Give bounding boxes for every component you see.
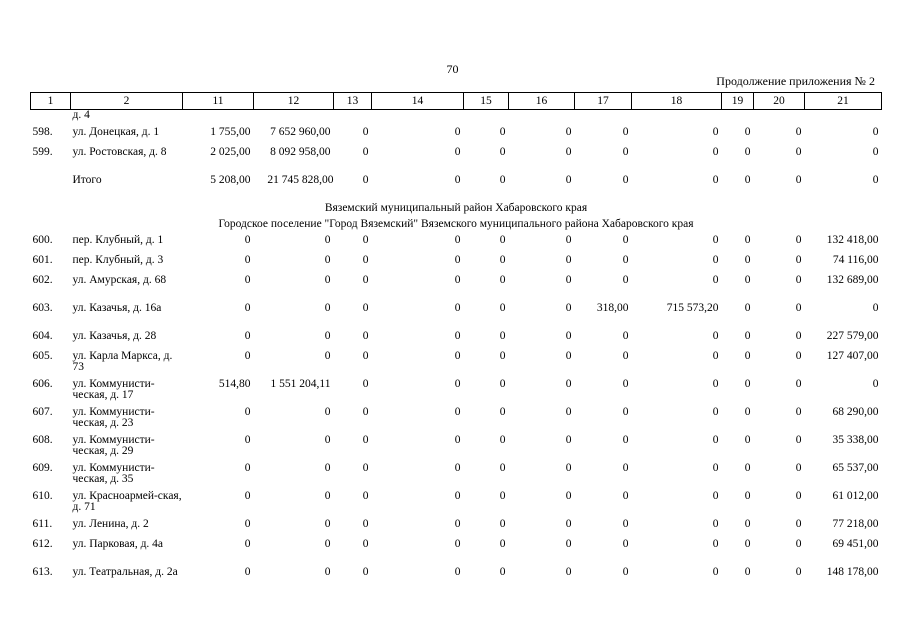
cell-c13: 0 (362, 254, 369, 266)
cell-c21: 74 116,00 (832, 254, 879, 266)
cell-c20: 0 (795, 174, 802, 186)
cell-c19: 0 (744, 350, 751, 362)
cell-c16: 0 (565, 538, 572, 550)
cell-c12: 0 (324, 518, 331, 530)
cell-c13: 0 (362, 378, 369, 390)
cell-c14: 0 (454, 406, 461, 418)
table-row (31, 172, 882, 200)
cell-c17: 0 (622, 538, 629, 550)
cell-c20: 0 (795, 378, 802, 390)
cell-c11: 514,80 (218, 378, 251, 390)
cell-c18: 0 (712, 518, 719, 530)
cell-c14: 0 (454, 462, 461, 474)
table-row (31, 144, 882, 172)
cell-c14: 0 (454, 254, 461, 266)
cell-c21: 0 (872, 302, 879, 314)
cell-c13: 0 (362, 146, 369, 158)
cell-c11: 0 (244, 434, 251, 446)
cell-c19: 0 (744, 274, 751, 286)
cell-c13: 0 (362, 538, 369, 550)
row-address: ул. Театральная, д. 2а (72, 566, 178, 578)
column-header: 2 (71, 93, 183, 110)
cell-c17: 0 (622, 234, 629, 246)
cell-c20: 0 (795, 302, 802, 314)
cell-c13: 0 (362, 462, 369, 474)
cell-c16: 0 (565, 330, 572, 342)
cell-c18: 0 (712, 146, 719, 158)
table-row (31, 460, 882, 488)
table-row (31, 516, 882, 536)
column-header: 11 (183, 93, 254, 110)
row-number: 605. (32, 350, 53, 362)
cell-c21: 61 012,00 (832, 490, 879, 502)
table-row (31, 272, 882, 300)
table-row (31, 300, 882, 328)
cell-c20: 0 (795, 538, 802, 550)
cell-c21: 132 689,00 (826, 274, 879, 286)
cell-c20: 0 (795, 490, 802, 502)
row-address: ул. Ленина, д. 2 (72, 518, 149, 530)
cell-c11: 0 (244, 406, 251, 418)
cell-c14: 0 (454, 330, 461, 342)
row-address: ул. Коммунисти-ческая, д. 35 (72, 462, 155, 485)
cell-c19: 0 (744, 406, 751, 418)
cell-c17: 0 (622, 406, 629, 418)
cell-c16: 0 (565, 302, 572, 314)
cell-c13: 0 (362, 490, 369, 502)
cell-c16: 0 (565, 126, 572, 138)
cell-c11: 0 (244, 254, 251, 266)
row-number: 607. (32, 406, 53, 418)
cell-c12: 8 092 958,00 (270, 146, 331, 158)
cell-c20: 0 (795, 434, 802, 446)
cell-c12: 0 (324, 406, 331, 418)
appendix-continuation-label: Продолжение приложения № 2 (716, 74, 875, 88)
cell-c14: 0 (454, 146, 461, 158)
cell-c13: 0 (362, 330, 369, 342)
data-table (30, 92, 882, 592)
cell-c18: 0 (712, 350, 719, 362)
table-row (31, 232, 882, 252)
cell-c18: 0 (712, 538, 719, 550)
cell-c17: 0 (622, 490, 629, 502)
row-number: 611. (32, 518, 53, 530)
cell-c14: 0 (454, 126, 461, 138)
cell-c18: 0 (712, 490, 719, 502)
cell-c13: 0 (362, 518, 369, 530)
row-number: 604. (32, 330, 53, 342)
cell-c19: 0 (744, 518, 751, 530)
cell-c21: 69 451,00 (832, 538, 879, 550)
cell-c17: 0 (622, 126, 629, 138)
cell-c13: 0 (362, 566, 369, 578)
cell-c17: 0 (622, 462, 629, 474)
page-number: 70 (446, 62, 459, 76)
row-number: 599. (32, 146, 53, 158)
table-row (31, 488, 882, 516)
table-row (31, 564, 882, 592)
cell-c15: 0 (499, 330, 506, 342)
cell-c14: 0 (454, 566, 461, 578)
cell-c19: 0 (744, 254, 751, 266)
settlement-title-text: Городское поселение "Город Вяземский" Вяземского муниципального района Хабаровского края (218, 218, 694, 230)
column-header: 14 (372, 93, 464, 110)
cell-c12: 0 (324, 566, 331, 578)
cell-c15: 0 (499, 378, 506, 390)
row-number: 598. (32, 126, 53, 138)
cell-c18: 0 (712, 330, 719, 342)
cell-c15: 0 (499, 174, 506, 186)
cell-c21: 0 (872, 146, 879, 158)
row-address: ул. Коммунисти-ческая, д. 23 (72, 406, 155, 429)
cell-c12: 0 (324, 302, 331, 314)
cell-c15: 0 (499, 462, 506, 474)
cell-c21: 65 537,00 (832, 462, 879, 474)
cell-c21: 227 579,00 (826, 330, 879, 342)
cell-c21: 0 (872, 126, 879, 138)
cell-c19: 0 (744, 538, 751, 550)
cell-c13: 0 (362, 274, 369, 286)
cell-c12: 0 (324, 350, 331, 362)
cell-c20: 0 (795, 518, 802, 530)
cell-c14: 0 (454, 378, 461, 390)
cell-c20: 0 (795, 566, 802, 578)
cell-c18: 0 (712, 174, 719, 186)
cell-c12: 21 745 828,00 (267, 174, 334, 186)
row-address: ул. Казачья, д. 16а (72, 302, 162, 314)
row-number: 613. (32, 566, 53, 578)
cell-c14: 0 (454, 274, 461, 286)
cell-c11: 5 208,00 (210, 174, 251, 186)
cell-c11: 0 (244, 234, 251, 246)
cell-c11: 0 (244, 538, 251, 550)
cell-c11: 0 (244, 518, 251, 530)
row-number: 612. (32, 538, 53, 550)
cell-c16: 0 (565, 406, 572, 418)
cell-c18: 715 573,20 (666, 302, 719, 314)
district-title-text: Вяземский муниципальный район Хабаровского края (324, 202, 588, 214)
cell-c16: 0 (565, 350, 572, 362)
empty-cell (31, 110, 71, 125)
cell-c20: 0 (795, 274, 802, 286)
cell-c15: 0 (499, 146, 506, 158)
cell-c11: 0 (244, 330, 251, 342)
cell-c15: 0 (499, 126, 506, 138)
cell-c16: 0 (565, 234, 572, 246)
cell-c12: 7 652 960,00 (270, 126, 331, 138)
row-address: пер. Клубный, д. 3 (72, 254, 164, 266)
column-header: 20 (754, 93, 805, 110)
row-number: 603. (32, 302, 53, 314)
cell-c15: 0 (499, 274, 506, 286)
cell-c13: 0 (362, 126, 369, 138)
cell-c15: 0 (499, 566, 506, 578)
row-number: 610. (32, 490, 53, 502)
cell-c19: 0 (744, 330, 751, 342)
cell-c17: 0 (622, 518, 629, 530)
cell-c18: 0 (712, 434, 719, 446)
cell-c19: 0 (744, 126, 751, 138)
column-header: 18 (632, 93, 722, 110)
cell-c12: 0 (324, 490, 331, 502)
row-address: ул. Ростовская, д. 8 (72, 146, 167, 158)
cell-c13: 0 (362, 302, 369, 314)
cell-c15: 0 (499, 302, 506, 314)
cell-c14: 0 (454, 302, 461, 314)
cell-c14: 0 (454, 434, 461, 446)
cell-c12: 0 (324, 274, 331, 286)
settlement-title (31, 216, 882, 232)
cell-c17: 0 (622, 254, 629, 266)
cell-c19: 0 (744, 302, 751, 314)
header-row (31, 93, 882, 110)
cell-c18: 0 (712, 406, 719, 418)
continued-address: д. 4 (72, 109, 90, 121)
cell-c21: 68 290,00 (832, 406, 879, 418)
cell-c13: 0 (362, 406, 369, 418)
cell-c16: 0 (565, 518, 572, 530)
row-address: ул. Парковая, д. 4а (72, 538, 164, 550)
row-address: ул. Коммунисти-ческая, д. 29 (72, 434, 155, 457)
cell-c14: 0 (454, 174, 461, 186)
row-number: 600. (32, 234, 53, 246)
cell-c21: 0 (872, 174, 879, 186)
column-header: 15 (464, 93, 509, 110)
cell-c20: 0 (795, 462, 802, 474)
cell-c21: 0 (872, 378, 879, 390)
district-title (31, 200, 882, 216)
cell-c20: 0 (795, 146, 802, 158)
cell-c16: 0 (565, 146, 572, 158)
column-header: 12 (254, 93, 334, 110)
cell-c18: 0 (712, 234, 719, 246)
row-address: ул. Красноармей-ская, д. 71 (72, 490, 182, 513)
cell-c11: 0 (244, 490, 251, 502)
cell-c15: 0 (499, 538, 506, 550)
column-header: 17 (575, 93, 632, 110)
cell-c19: 0 (744, 234, 751, 246)
cell-c18: 0 (712, 254, 719, 266)
cell-c17: 0 (622, 350, 629, 362)
cell-c18: 0 (712, 566, 719, 578)
cell-c20: 0 (795, 350, 802, 362)
cell-c14: 0 (454, 234, 461, 246)
cell-c18: 0 (712, 378, 719, 390)
column-header: 16 (509, 93, 575, 110)
cell-c15: 0 (499, 406, 506, 418)
cell-c11: 1 755,00 (210, 126, 251, 138)
cell-c14: 0 (454, 518, 461, 530)
cell-c21: 132 418,00 (826, 234, 879, 246)
column-header: 19 (722, 93, 754, 110)
cell-c11: 0 (244, 462, 251, 474)
cell-c12: 0 (324, 254, 331, 266)
cell-c16: 0 (565, 378, 572, 390)
table-row (31, 348, 882, 376)
cell-c12: 0 (324, 234, 331, 246)
cell-c19: 0 (744, 378, 751, 390)
row-number: 601. (32, 254, 53, 266)
cell-c14: 0 (454, 490, 461, 502)
row-number (31, 172, 71, 200)
cell-c21: 127 407,00 (826, 350, 879, 362)
column-header: 21 (805, 93, 882, 110)
cell-c21: 35 338,00 (832, 434, 879, 446)
cell-c16: 0 (565, 434, 572, 446)
cell-c17: 318,00 (596, 302, 629, 314)
cell-c16: 0 (565, 274, 572, 286)
cell-c20: 0 (795, 126, 802, 138)
table-row (31, 252, 882, 272)
cell-c16: 0 (565, 462, 572, 474)
cell-c13: 0 (362, 350, 369, 362)
row-address: ул. Амурская, д. 68 (72, 274, 167, 286)
column-header: 1 (31, 93, 71, 110)
column-header: 13 (334, 93, 372, 110)
cell-c17: 0 (622, 174, 629, 186)
cell-c12: 1 551 204,11 (270, 378, 331, 390)
cell-c15: 0 (499, 434, 506, 446)
cell-c20: 0 (795, 234, 802, 246)
continued-row-fragment (31, 110, 882, 125)
table-row (31, 328, 882, 348)
cell-c16: 0 (565, 566, 572, 578)
cell-c18: 0 (712, 462, 719, 474)
cell-c18: 0 (712, 126, 719, 138)
cell-c11: 0 (244, 566, 251, 578)
cell-c17: 0 (622, 330, 629, 342)
row-address: пер. Клубный, д. 1 (72, 234, 164, 246)
cell-c19: 0 (744, 174, 751, 186)
cell-c11: 2 025,00 (210, 146, 251, 158)
cell-c17: 0 (622, 146, 629, 158)
cell-c19: 0 (744, 490, 751, 502)
cell-c12: 0 (324, 434, 331, 446)
row-number: 602. (32, 274, 53, 286)
cell-c19: 0 (744, 566, 751, 578)
table-body (31, 110, 882, 593)
table-row (31, 432, 882, 460)
row-address: Итого (72, 174, 102, 186)
cell-c15: 0 (499, 254, 506, 266)
cell-c14: 0 (454, 538, 461, 550)
row-address: ул. Донецкая, д. 1 (72, 126, 160, 138)
row-number: 609. (32, 462, 53, 474)
cell-c16: 0 (565, 490, 572, 502)
cell-c12: 0 (324, 462, 331, 474)
cell-c15: 0 (499, 490, 506, 502)
table-row (31, 124, 882, 144)
cell-c17: 0 (622, 434, 629, 446)
cell-c19: 0 (744, 462, 751, 474)
cell-c17: 0 (622, 274, 629, 286)
row-number: 608. (32, 434, 53, 446)
cell-c21: 77 218,00 (832, 518, 879, 530)
table-row (31, 536, 882, 564)
cell-c19: 0 (744, 434, 751, 446)
cell-c15: 0 (499, 234, 506, 246)
table-row (31, 376, 882, 404)
row-address: ул. Коммунисти-ческая, д. 17 (72, 378, 155, 401)
cell-c12: 0 (324, 330, 331, 342)
cell-c13: 0 (362, 434, 369, 446)
cell-c17: 0 (622, 566, 629, 578)
cell-c11: 0 (244, 302, 251, 314)
cell-c15: 0 (499, 350, 506, 362)
cell-c20: 0 (795, 254, 802, 266)
cell-c17: 0 (622, 378, 629, 390)
cell-c12: 0 (324, 538, 331, 550)
cell-c11: 0 (244, 350, 251, 362)
row-address: ул. Казачья, д. 28 (72, 330, 157, 342)
cell-c19: 0 (744, 146, 751, 158)
cell-c20: 0 (795, 330, 802, 342)
cell-c13: 0 (362, 234, 369, 246)
cell-c18: 0 (712, 274, 719, 286)
cell-c11: 0 (244, 274, 251, 286)
cell-c16: 0 (565, 254, 572, 266)
cell-c21: 148 178,00 (826, 566, 879, 578)
cell-c14: 0 (454, 350, 461, 362)
row-number: 606. (32, 378, 53, 390)
cell-c20: 0 (795, 406, 802, 418)
row-address: ул. Карла Маркса, д. 73 (72, 350, 173, 373)
cell-c15: 0 (499, 518, 506, 530)
table-row (31, 404, 882, 432)
cell-c13: 0 (362, 174, 369, 186)
cell-c16: 0 (565, 174, 572, 186)
